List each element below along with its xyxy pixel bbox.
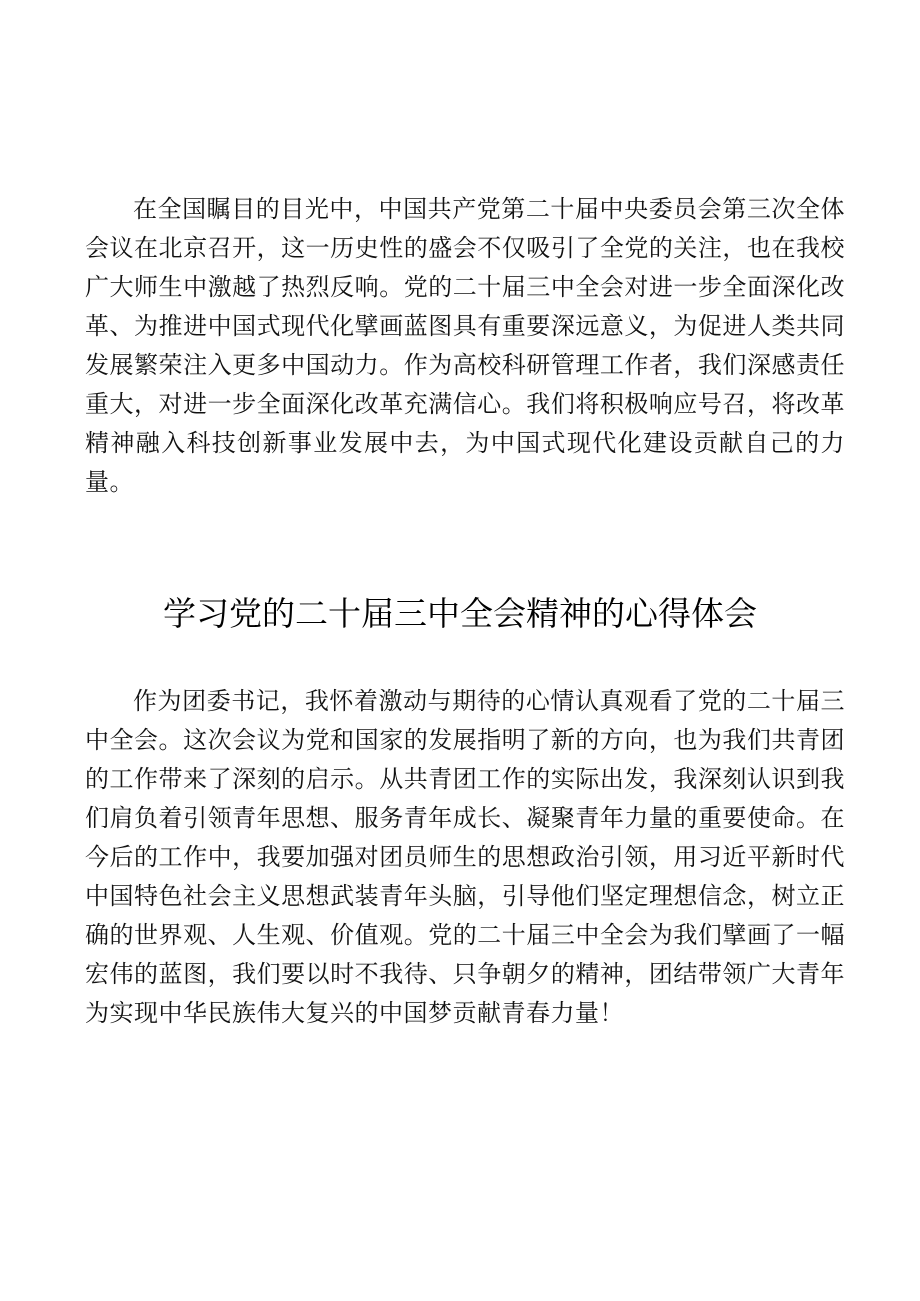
section-title: 学习党的二十届三中全会精神的心得体会 (163, 594, 757, 633)
section-body-paragraph: 作为团委书记，我怀着激动与期待的心情认真观看了党的二十届三中全会。这次会议为党和国家的发展指明了新的方向，也为我们共青团的工作带来了深刻的启示。从共青团工作的实际出发，我深刻认识到我们肩负着引领青年思想、服务青年成长、凝聚青年力量的重要使命。在今后的工作中，我要加强对团员师生的思想政治引领，用习近平新时代中国特色社会主义思想武装青年头脑，引导他们坚定理想信念，树立正确的世界观、人生观、价值观。党的二十届三中全会为我们擘画了一幅宏伟的蓝图，我们要以时不我待、只争朝夕的精神，团结带领广大青年为实现中华民族伟大复兴的中国梦贡献青春力量！ (85, 687, 845, 1027)
intro-paragraph: 在全国瞩目的目光中，中国共产党第二十届中央委员会第三次全体会议在北京召开，这一历史性的盛会不仅吸引了全党的关注，也在我校广大师生中激越了热烈反响。党的二十届三中全会对进一步全面深化改革、为推进中国式现代化擘画蓝图具有重要深远意义，为促进人类共同发展繁荣注入更多中国动力。作为高校科研管理工作者，我们深感责任重大，对进一步全面深化改革充满信心。我们将积极响应号召，将改革精神融入科技创新事业发展中去，为中国式现代化建设贡献自己的力量。 (85, 195, 845, 496)
